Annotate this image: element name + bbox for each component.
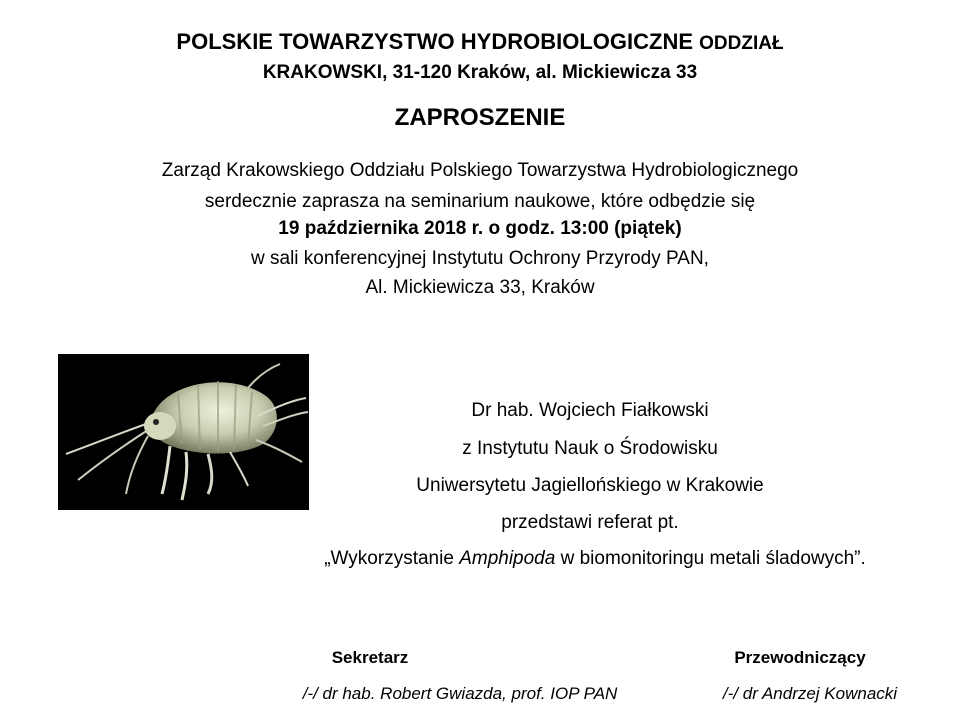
amphipod-photo: [58, 354, 309, 510]
speaker-presents: przedstawi referat pt.: [501, 512, 679, 533]
chair-signature: /-/ dr Andrzej Kownacki: [722, 684, 898, 703]
event-date-time: 19 października 2018 r. o godz. 13:00 (piątek): [278, 218, 682, 239]
talk-title-suffix: w biomonitoringu metali śladowych”.: [555, 548, 866, 569]
invitation-title: ZAPROSZENIE: [394, 104, 566, 131]
header-address: KRAKOWSKI, 31-120 Kraków, al. Mickiewicza 33: [262, 62, 698, 83]
header-branch-word: ODDZIAŁ: [699, 33, 784, 54]
secretary-label: Sekretarz: [331, 648, 409, 667]
speaker-university: Uniwersytetu Jagiellońskiego w Krakowie: [416, 475, 764, 496]
speaker-name: Dr hab. Wojciech Fiałkowski: [471, 400, 709, 421]
talk-title: [250, 548, 940, 570]
header-organization-name: POLSKIE TOWARZYSTWO HYDROBIOLOGICZNE: [176, 29, 694, 54]
intro-line-1: Zarząd Krakowskiego Oddziału Polskiego Towarzystwa Hydrobiologicznego: [161, 160, 799, 181]
speaker-institute: z Instytutu Nauk o Środowisku: [462, 438, 718, 459]
intro-line-2: serdecznie zaprasza na seminarium naukowe, które odbędzie się: [204, 191, 756, 212]
chair-label: Przewodniczący: [734, 648, 866, 667]
talk-title-taxon: Amphipoda: [459, 548, 556, 569]
header-organization: [0, 29, 960, 55]
intro-venue: w sali konferencyjnej Instytutu Ochrony Przyrody PAN,: [251, 248, 709, 269]
talk-title-prefix: „Wykorzystanie: [324, 548, 460, 569]
secretary-signature: /-/ dr hab. Robert Gwiazda, prof. IOP PAN: [302, 684, 618, 703]
intro-address: Al. Mickiewicza 33, Kraków: [365, 277, 595, 298]
